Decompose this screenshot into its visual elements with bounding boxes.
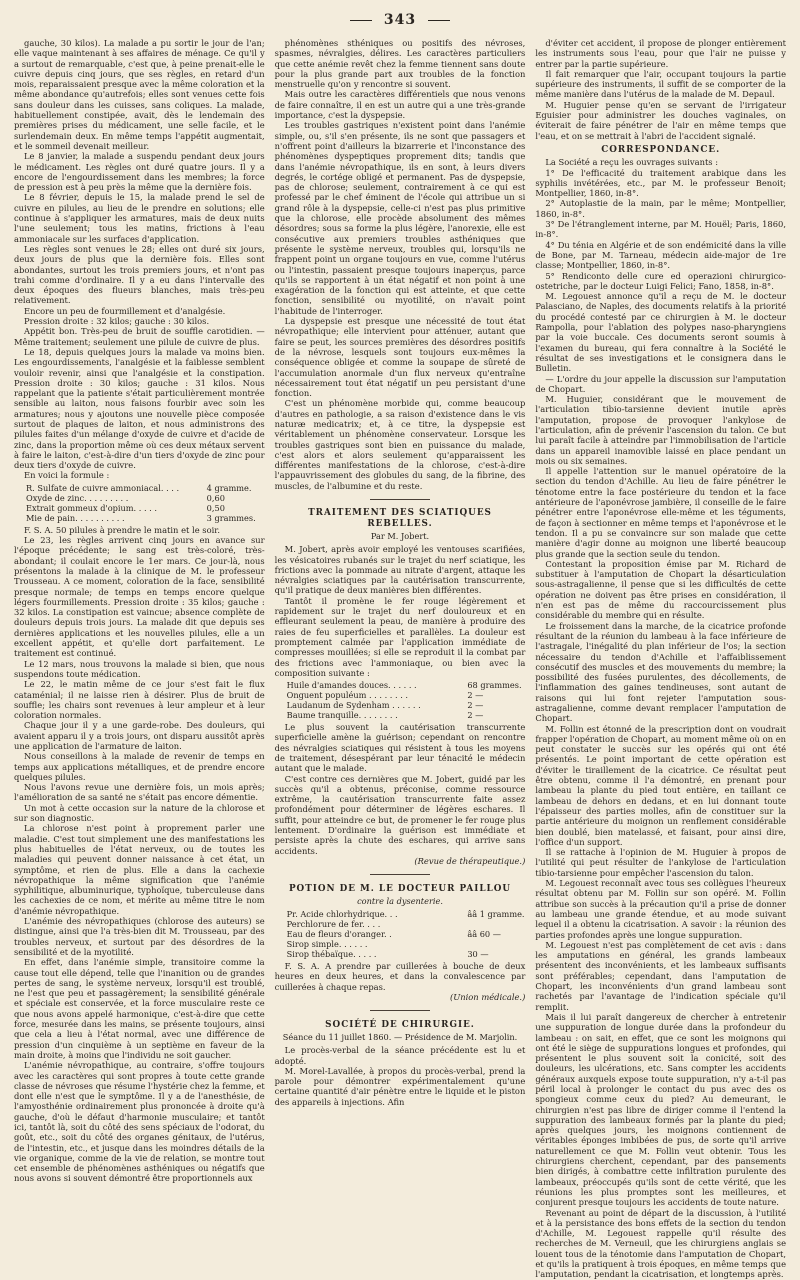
paragraph: Le 8 janvier, la malade a suspendu pendant deux jours le médicament. Les règles ont duré quatre jours. Il y a encore de l'engourdissement dans les membres; la force de pression est à peu près la même que la dernière fois.	[14, 151, 265, 193]
formula-quantity: ââ 60 —	[467, 929, 501, 940]
paragraph: Il se rattache à l'opinion de M. Huguier à propos de l'utilité qui peut résulter de l'ankylose de l'articulation tibio-tarsienne pour empêcher l'ascension du talon.	[535, 847, 787, 878]
paragraph: d'éviter cet accident, il propose de plonger entièrement les instruments sous l'eau, pour que l'air ne puisse y entrer par la partie supérieure.	[535, 38, 787, 69]
paragraph: 3° De l'étranglement interne, par M. Houël; Paris, 1860, in-8°.	[535, 219, 787, 240]
paragraph: Encore un peu de fourmillement et d'analgésie.	[24, 305, 226, 316]
paragraph: M. Legouest reconnaît avec tous ses collègues l'heureux résultat obtenu par M. Follin sur son opéré. M. Follin attribue son succès à la précaution qu'il a prise de donner au lambeau une grande étendue, et au mode suivant lequel il a obtenu la cicatrisation. A savoir : la réunion des parties profondes après une longue suppuration.	[535, 878, 787, 940]
formula-quantity: 3 grammes.	[206, 512, 256, 523]
paragraph: C'est contre ces dernières que M. Jobert, guidé par les succès qu'il a obtenus, préconise, comme ressource extrême, la cautérisation transcurrente faite assez profondément pour déterminer de légères eschares. Il suffit, pour atteindre ce but, de promener le fer rouge plus lentement. D'ordinaire la guérison est immédiate et persiste après la chute des eschares, qui arrive sans accidents.	[274, 773, 526, 856]
paragraph: M. Follin est étonné de la prescription dont on voudrait frapper l'opération de Chopart, au moment même où on en peut constater le succès sur les opérés qui ont été présentés. Le point important de cette opération est d'éviter le tiraillement de la cicatrice. Ce résultat peut être obtenu, comme il l'a démontré, en prenant pour lambeau la plante du pied tout entière, en taillant ce lambeau de dehors en dedans, et en lui donnant toute l'épaisseur des parties molles, afin de constituer sur la partie antérieure du moignon un renflement considérable bien doublé, bien matelassé, et faisant, pour ainsi dire, l'office d'un support.	[535, 723, 787, 847]
formula-ingredient: Extrait gommeux d'opium. . . . .	[26, 502, 157, 513]
paragraph: L'anémie des névropathiques (chlorose des auteurs) se distingue, ainsi que l'a très-bien dit M. Trousseau, par des troubles nerveux, et surtout par des désordres de la sensibilité et de la myotilité.	[14, 916, 265, 957]
formula-row	[287, 700, 526, 710]
formula-row	[287, 710, 526, 720]
paragraph: C'est un phénomène morbide qui, comme beaucoup d'autres en pathologie, a sa raison d'existence dans le vis naturæ medicatrix; et, à ce titre, la dyspepsie est véritablement un phénomène conservateur. Lorsque les troubles gastriques sont bien en puissance du malade, c'est alors et alors seulement qu'apparaissent les différentes manifestations de la chlorose, c'est-à-dire l'appauvrissement des globules du sang, de la fibrine, des muscles, de l'albumine et du reste.	[274, 398, 526, 491]
formula-quantity	[467, 939, 525, 949]
column-2	[275, 38, 526, 1163]
paragraph: Contestant la proposition émise par M. Richard de substituer à l'amputation de Chopart la désarticulation sous-astragalienne, il pense que si les difficultés de cette opération ne doivent pas être prises en considération, il n'en est pas de même du raccourcissement plus considérable du membre qui en résulte.	[535, 558, 787, 621]
column-1	[14, 38, 265, 1184]
formula-row	[287, 949, 526, 959]
page-header	[14, 12, 786, 38]
formula-ingredient: Eau de fleurs d'oranger. .	[286, 929, 392, 940]
paragraph: phénomènes sthéniques ou positifs des névroses, spasmes, névralgies, délires. Les caractères particuliers que cette anémie revêt chez la femme tiennent sans doute pour la plus grande part aux troubles de la fonction menstruelle qu'on y rencontre si souvent.	[274, 38, 526, 90]
paragraph: 4° Du ténia en Algérie et de son endémicité dans la ville de Bone, par M. Tarneau, médecin aide-major de 1re classe; Montpellier, 1860, in-8°.	[535, 239, 787, 271]
paragraph: 2° Autoplastie de la main, par le même; Montpellier, 1860, in-8°.	[535, 198, 787, 219]
formula-ingredient: Sirop simple. . . . . .	[286, 939, 368, 950]
paragraph: M. Legouest annonce qu'il a reçu de M. le docteur Palasciano, de Naples, des documents relatifs à la priorité du procédé contesté par ce chirurgien à M. le docteur Rampolla, pour l'ablation des polypes naso-pharyngiens par la voie buccale. Ces documents seront soumis à l'examen du bureau, qui fera connaître à la Société le résultat de ses investigations et le consignera dans le Bulletin.	[535, 291, 787, 374]
paragraph: Nous l'avons revue une dernière fois, un mois après; l'amélioration de sa santé ne s'était pas encore démentie.	[14, 782, 265, 803]
section-title-societe: SOCIÉTÉ DE CHIRURGIE.	[325, 1019, 475, 1030]
formula-quantity: 0,50	[206, 502, 225, 513]
formula-row	[287, 680, 526, 690]
formula-quantity: 2 —	[467, 710, 484, 721]
paragraph: Mais outre les caractères différentiels que nous venons de faire connaître, il en est un autre qui a une très-grande importance, c'est la dyspepsie.	[274, 89, 526, 121]
paragraph: Revenant au point de départ de la discussion, à l'utilité et à la persistance des bons effets de la section du tendon d'Achille, M. Legouest rappelle qu'il résulte des recherches de M. Verneuil, que les chirurgiens anglais se louent tous de la ténotomie dans l'amputation de Chopart, et qu'ils la pratiquent à trois époques, en même temps que l'amputation, pendant la cicatrisation, et longtemps après.	[535, 1207, 787, 1280]
formula-ingredient: Onguent populéum . . . . . . . .	[286, 690, 409, 701]
paragraph: En voici la formule :	[24, 470, 110, 481]
paragraph: Appétit bon. Très-peu de bruit de souffle carotidien. — Même traitement; seulement une pilule de cuivre de plus.	[14, 326, 265, 347]
header-rule-left	[350, 20, 372, 21]
columns	[14, 38, 787, 1280]
formula-quantity: 2 —	[467, 700, 484, 711]
paragraph: Nous conseillons à la malade de revenir de temps en temps aux applications métalliques, et de prendre encore quelques pilules.	[14, 751, 265, 782]
source-citation: (Union médicale.)	[449, 992, 526, 1003]
paragraph: Le plus souvent la cautérisation transcurrente superficielle amène la guérison; cependant on rencontre des névralgies sciatiques qui résistent à tous les moyens de traitement, désespérant par leur ténacité le médecin autant que le malade.	[274, 722, 526, 774]
section-title-potion: POTION DE M. LE DOCTEUR PAILLOU	[288, 883, 512, 894]
formula-potion	[287, 909, 526, 959]
formula-quantity: 68 grammes.	[467, 680, 522, 691]
paragraph: La dyspepsie est presque une nécessité de tout état névropathique; elle intervient pour atténuer, autant que faire se peut, les sources premières des désordres positifs de la névrose, lesquels sont toujours eux-mêmes la conséquence obligée et comme la soupape de sûreté de l'accumulation anormale d'un flux nerveux qu'entraîne nécessairement tout état négatif un peu persistant d'une fonction.	[274, 316, 526, 399]
paragraph: — L'ordre du jour appelle la discussion sur l'amputation de Chopart.	[535, 373, 787, 394]
paragraph: La Société a reçu les ouvrages suivants :	[545, 157, 719, 168]
source-citation: (Revue de thérapeutique.)	[414, 855, 526, 866]
formula-ingredient: Mie de pain. . . . . . . . . .	[26, 512, 125, 523]
section-divider	[275, 1005, 526, 1015]
paragraph: Les règles sont venues le 28; elles ont duré six jours, deux jours de plus que la dernière fois. Elles sont abondantes, surtout les trois premiers jours, et n'ont pas trahi comme d'ordinaire. Il y a eu dans l'intervalle des deux époques des flueurs blanches, mais très-peu relativement.	[14, 243, 265, 306]
formula-row	[287, 909, 526, 919]
section-author: Par M. Jobert.	[370, 530, 430, 541]
formula-liniment	[287, 680, 526, 720]
paragraph: Un mot à cette occasion sur la nature de la chlorose et sur son diagnostic.	[14, 802, 265, 824]
paragraph: 1° De l'efficacité du traitement arabique dans les syphilis invétérées, etc., par M. le professeur Benoit; Montpellier, 1860, in-8°.	[535, 167, 787, 199]
paragraph: Le froissement dans la marche, de la cicatrice profonde résultant de la réunion du lambeau à la face inférieure de l'astragale, l'inégalité du plan inférieur de l'os; la section nécessaire du tendon d'Achille et l'affaiblissement consécutif des muscles et des mouvements du membre; la possibilité des fusées purulentes, des décollements, de l'inflammation des gaines tendineuses, sont autant de raisons qui lui font rejeter l'amputation sous-astragalienne, comme devant remplacer l'amputation de Chopart.	[535, 620, 787, 724]
formula-ingredient: Sirop thébaïque. . . . .	[286, 949, 377, 960]
formula-ingredient: Huile d'amandes douces. . . . . .	[286, 680, 417, 691]
paragraph: F. S. A. A prendre par cuillerées à bouche de deux heures en deux heures, et dans la convalescence par cuillerées à chaque repas.	[274, 961, 526, 992]
paragraph: Le 22, le matin même de ce jour s'est fait le flux cataménial; il ne laisse rien à désirer. Plus de bruit de souffle; les chairs sont revenues à leur ampleur et à leur coloration normales.	[14, 679, 265, 721]
formula-row	[26, 503, 265, 513]
formula-row	[26, 513, 265, 523]
paragraph: M. Morel-Lavallée, à propos du procès-verbal, prend la parole pour démontrer expérimentalement qu'une certaine quantité d'air pénètre entre le liquide et le piston des appareils à injections. Afin	[274, 1065, 526, 1107]
paragraph: M. Huguier, considérant que le mouvement de l'articulation tibio-tarsienne devient inutile après l'amputation, propose de provoquer l'ankylose de l'articulation, afin de prévenir l'ascension du talon. Ce but lui paraît facile à atteindre par l'immobilisation de l'article dans un appareil inamovible laissé en place pendant un mois ou six semaines.	[535, 394, 787, 466]
page-number: 343	[383, 12, 417, 28]
paragraph: Le 8 février, depuis le 15, la malade prend le sel de cuivre en pilules, au lieu de le prendre en solutions; elle continue à s'appliquer les armatures, mais de deux nuits l'une seulement; tous les matins, frictions à l'eau ammoniacale sur les surfaces d'application.	[14, 192, 265, 244]
paragraph: Les troubles gastriques n'existent point dans l'anémie simple, ou, s'il s'en présente, ils ne sont que passagers et n'offrent point d'ailleurs la bizarrerie et l'inconstance des phénomènes dyspeptiques proprement dits; tandis que dans l'anémie névropathique, ils en sont, à leurs divers degrés, le cortége obligé et permanent. Pas de dyspepsie, pas de chlorose; seulement, contrairement à ce qui est professé par le chef éminent de l'école qui attribue un si grand rôle à la dyspepsie, celle-ci n'est pas plus primitive que la chlorose, elle procède absolument des mêmes désordres; sous sa forme la plus légère, l'anorexie, elle est consécutive aux premiers troubles asthéniques que présente le système nerveux, troubles qui, lorsqu'ils ne frappent point un organe toujours en vue, comme l'utérus ou l'intestin, passaient presque toujours inaperçus, parce qu'ils se rapportent à un état négatif et non point à une exagération de la fonction qui est atteinte, et que cette fonction, sensibilité ou myotilité, on n'avait point l'habitude de l'interroger.	[274, 120, 526, 316]
section-divider	[275, 494, 526, 504]
paragraph: gauche, 30 kilos). La malade a pu sortir le jour de l'an; elle vaque maintenant à ses affaires de ménage. Ce qu'il y a surtout de remarquable, c'est que, à peine prenait-elle le cuivre depuis cinq jours, que ses règles, en retard d'un mois, reparaissaient presque avec la même coloration et la même abondance qu'autrefois; elles sont venues cette fois sans douleur dans les cuisses, sans coliques. La malade, habituellement constipée, avait, dès le lendemain des premières prises du médicament, une selle facile, et le surlendemain deux. En même temps l'appétit augmentait, et le sommeil devenait meilleur.	[14, 38, 265, 151]
paragraph: Mais il lui paraît dangereux de chercher à entretenir une suppuration de longue durée dans la profondeur du lambeau : on sait, en effet, que ce sont les moignons qui ont été le siège de suppurations longues et profondes, qui présentent le plus souvent soit la conicité, soit des douleurs, les ulcérations, etc. Sans compter les accidents généraux auxquels expose toute suppuration, n'y a-t-il pas péril local à prolonger le contact du pus avec des os spongieux comme ceux du pied? Au demeurant, le chirurgien n'est pas libre de diriger comme il l'entend la suppuration des lambeaux formés par la plante du pied; après quelques jours, les moignons contiennent de véritables éponges imbibées de pus, de sorte qu'il arrive naturellement ce que M. Follin veut obtenir. Tous les chirurgiens cherchent, cependant, par des pansements bien dirigés, à combattre cette infiltration purulente des lambeaux, préoccupés qu'ils sont de cette vérité, que les réunions les plus promptes sont les meilleures, et conjurent presque toujours les accidents de toute nature.	[535, 1011, 787, 1208]
paragraph: Le 18, depuis quelques jours la malade va moins bien. Les engourdissements, l'analgésie et la faiblesse semblent vouloir revenir, ainsi que l'analgésie et la constipation. Pression droite : 30 kilos; gauche : 31 kilos. Nous rappelant que la patiente s'était particulièrement montrée sensible au laiton, nous faisons fourbir avec soin les armatures; nous y ajoutons une nouvelle pièce composée surtout de plaques de laiton, et nous administrons des pilules faites d'un mélange d'oxyde de cuivre et d'acide de zinc, dans la proportion même où ces deux métaux servent à faire le laiton, c'est-à-dire d'un tiers d'oxyde de zinc pour deux tiers d'oxyde de cuivre.	[14, 346, 265, 471]
formula-row	[26, 493, 265, 503]
paragraph: Il fait remarquer que l'air, occupant toujours la partie supérieure des instruments, il suffit de se comporter de la même manière dans l'utérus de la malade de M. Depaul.	[535, 68, 787, 100]
paragraph: M. Legouest n'est pas complètement de cet avis : dans les amputations en général, les grands lambeaux présentent des inconvénients, et les lambeaux suffisants sont préférables; cependant, dans l'amputation de Chopart, les inconvénients d'un grand lambeau sont rachetés par l'avantage de l'indication spéciale qu'il remplit.	[535, 939, 787, 1012]
paragraph: Chaque jour il y a une garde-robe. Des douleurs, qui avaient apparu il y a trois jours, ont disparu aussitôt après une application de l'armature de laiton.	[14, 720, 265, 751]
formula-quantity	[467, 919, 525, 929]
paragraph: En effet, dans l'anémie simple, transitoire comme la cause tout elle dépend, telle que l'inanition ou de grandes pertes de sang, le système nerveux, lorsqu'il est troublé, ne l'est que peu et passagèrement; la sensibilité générale et spéciale est conservée, et la force musculaire reste ce que nous avons appelé harmonique, c'est-à-dire que cette force, mesurée dans les mains, se présente toujours, ainsi que cela a lieu à l'état normal, avec une différence de pression d'un cinquième à un septième en faveur de la main droite, à moins que l'individu ne soit gaucher.	[14, 957, 265, 1060]
formula-row	[287, 929, 526, 939]
formula-ingredient: Laudanum de Sydenham . . . . . .	[286, 700, 421, 711]
paragraph: M. Huguier pense qu'en se servant de l'irrigateur Eguisier pour administrer les douches vaginales, on éviterait de faire pénétrer de l'air en même temps que l'eau, et on se mettrait à l'abri de l'accident signalé.	[535, 99, 787, 141]
paragraph: F. S. A. 50 pilules à prendre le matin et le soir.	[24, 524, 220, 535]
paragraph: Tantôt il promène le fer rouge légèrement et rapidement sur le trajet du nerf douloureux et en effleurant seulement la peau, de manière à produire des raies de feu superficielles et parallèles. La douleur est promptement calmée par l'application immédiate de compresses mouillées; si elle se reproduit il la combat par des frictions avec l'ammoniaque, ou bien avec la composition suivante :	[274, 595, 526, 678]
formula-quantity: 30 —	[467, 949, 489, 960]
formula-ingredient: Pr. Acide chlorhydrique. . .	[286, 909, 398, 920]
formula-ingredient: R. Sulfate de cuivre ammoniacal. . . .	[26, 482, 180, 493]
column-3	[535, 38, 787, 1280]
paragraph: L'anémie névropathique, au contraire, s'offre toujours avec les caractères qui sont propres à toute cette grande classe de névroses que résume l'hystérie chez la femme, et dont elle n'est que le symptôme. Il y a de l'anesthésie, de l'amyosthénie ordinairement plus prononcée à droite qu'à gauche, d'où le défaut d'harmonie musculaire; et tantôt ici, tantôt là, soit du côté des sens spéciaux de l'odorat, du goût, etc., soit du côté des organes génitaux, de l'utérus, de l'intestin, etc., et jusque dans les moindres détails de la vie organique, comme de la vie de relation, se montre tout cet ensemble de phénomènes asthéniques ou négatifs que nous avons si souvent démontré être proportionnels aux	[14, 1060, 265, 1184]
paragraph: 5° Rendiconto delle cure ed operazioni chirurgico-ostetriche, par le docteur Luigi Felici; Fano, 1858, in-8°.	[535, 270, 787, 291]
section-subtitle: contre la dysenterie.	[357, 895, 443, 906]
section-title-sciatiques: TRAITEMENT DES SCIATIQUES REBELLES.	[308, 508, 492, 529]
paragraph: M. Jobert, après avoir employé les ventouses scarifiées, les vésicatoires rubanés sur le trajet du nerf sciatique, les frictions avec la pommade au nitrate d'argent, attaque les névralgies sciatiques par la cautérisation transcurrente, qu'il pratique de deux manières bien différentes.	[274, 544, 526, 596]
header-rule-right	[428, 20, 450, 21]
section-title-correspondance: CORRESPONDANCE.	[601, 144, 721, 155]
paragraph: Pression droite : 32 kilos; gauche : 30 kilos.	[24, 316, 210, 327]
formula-ingredient: Perchlorure de fer. . . .	[286, 919, 381, 930]
formula-row	[287, 690, 526, 700]
section-subtitle: Séance du 11 juillet 1860. — Présidence de M. Marjolin.	[282, 1031, 518, 1042]
formula-ingredient: Oxyde de zinc. . . . . . . . .	[26, 492, 129, 503]
formula-quantity: 0,60	[206, 492, 225, 503]
paragraph: Le 12 mars, nous trouvons la malade si bien, que nous suspendons toute médication.	[14, 658, 265, 679]
paragraph: Il appelle l'attention sur le manuel opératoire de la section du tendon d'Achille. Au lieu de faire pénétrer le ténotome entre la face postérieure du tendon et la face antérieure de l'aponévrose jambière, il conseille de le faire pénétrer entre l'aponévrose elle-même et les téguments, de façon à sectionner en même temps et l'aponévrose et le tendon. Il a pu se convaincre sur son malade que cette manière d'agir donne au moignon une liberté beaucoup plus grande que la section seule du tendon.	[535, 466, 787, 559]
formula-copper-pills	[26, 483, 265, 523]
formula-quantity: ââ 1 gramme.	[467, 909, 525, 920]
paragraph: Le 23, les règles arrivent cinq jours en avance sur l'époque précédente; le sang est très-coloré, très-abondant; il coulait encore le 1er mars. Ce jour-là, nous présentons la malade à la clinique de M. le professeur Trousseau. A ce moment, coloration de la face, sensibilité presque normale; de temps en temps encore quelque légers fourmillements. Pression droite : 35 kilos; gauche : 32 kilos. La constipation est vaincue; absence complète de douleurs depuis trois jours. La malade dit que depuis ses dernières applications et les nouvelles pilules, elle a un excellent appétit, et qu'elle dort parfaitement. Le traitement est continué.	[14, 535, 265, 659]
section-divider	[275, 869, 526, 879]
paragraph: Le procès-verbal de la séance précédente est lu et adopté.	[274, 1045, 526, 1066]
formula-quantity: 4 gramme.	[206, 482, 252, 493]
formula-row	[26, 483, 265, 493]
formula-quantity: 2 —	[467, 690, 484, 701]
paragraph: La chlorose n'est point à proprement parler une maladie. C'est tout simplement une des manifestations les plus habituelles de l'état nerveux, ou de toutes les maladies qui peuvent donner naissance à cet état, un symptôme, et rien de plus. Elle a dans la cachexie névropathique la même signification que l'anémie syphilitique, albuminurique, typhoïque, tuberculeuse dans les cachexies de ce nom, et mérite au même titre le nom d'anémie névropathique.	[14, 823, 265, 916]
formula-row	[287, 919, 526, 929]
formula-ingredient: Baume tranquille. . . . . . . .	[286, 710, 398, 721]
formula-row	[287, 939, 526, 949]
